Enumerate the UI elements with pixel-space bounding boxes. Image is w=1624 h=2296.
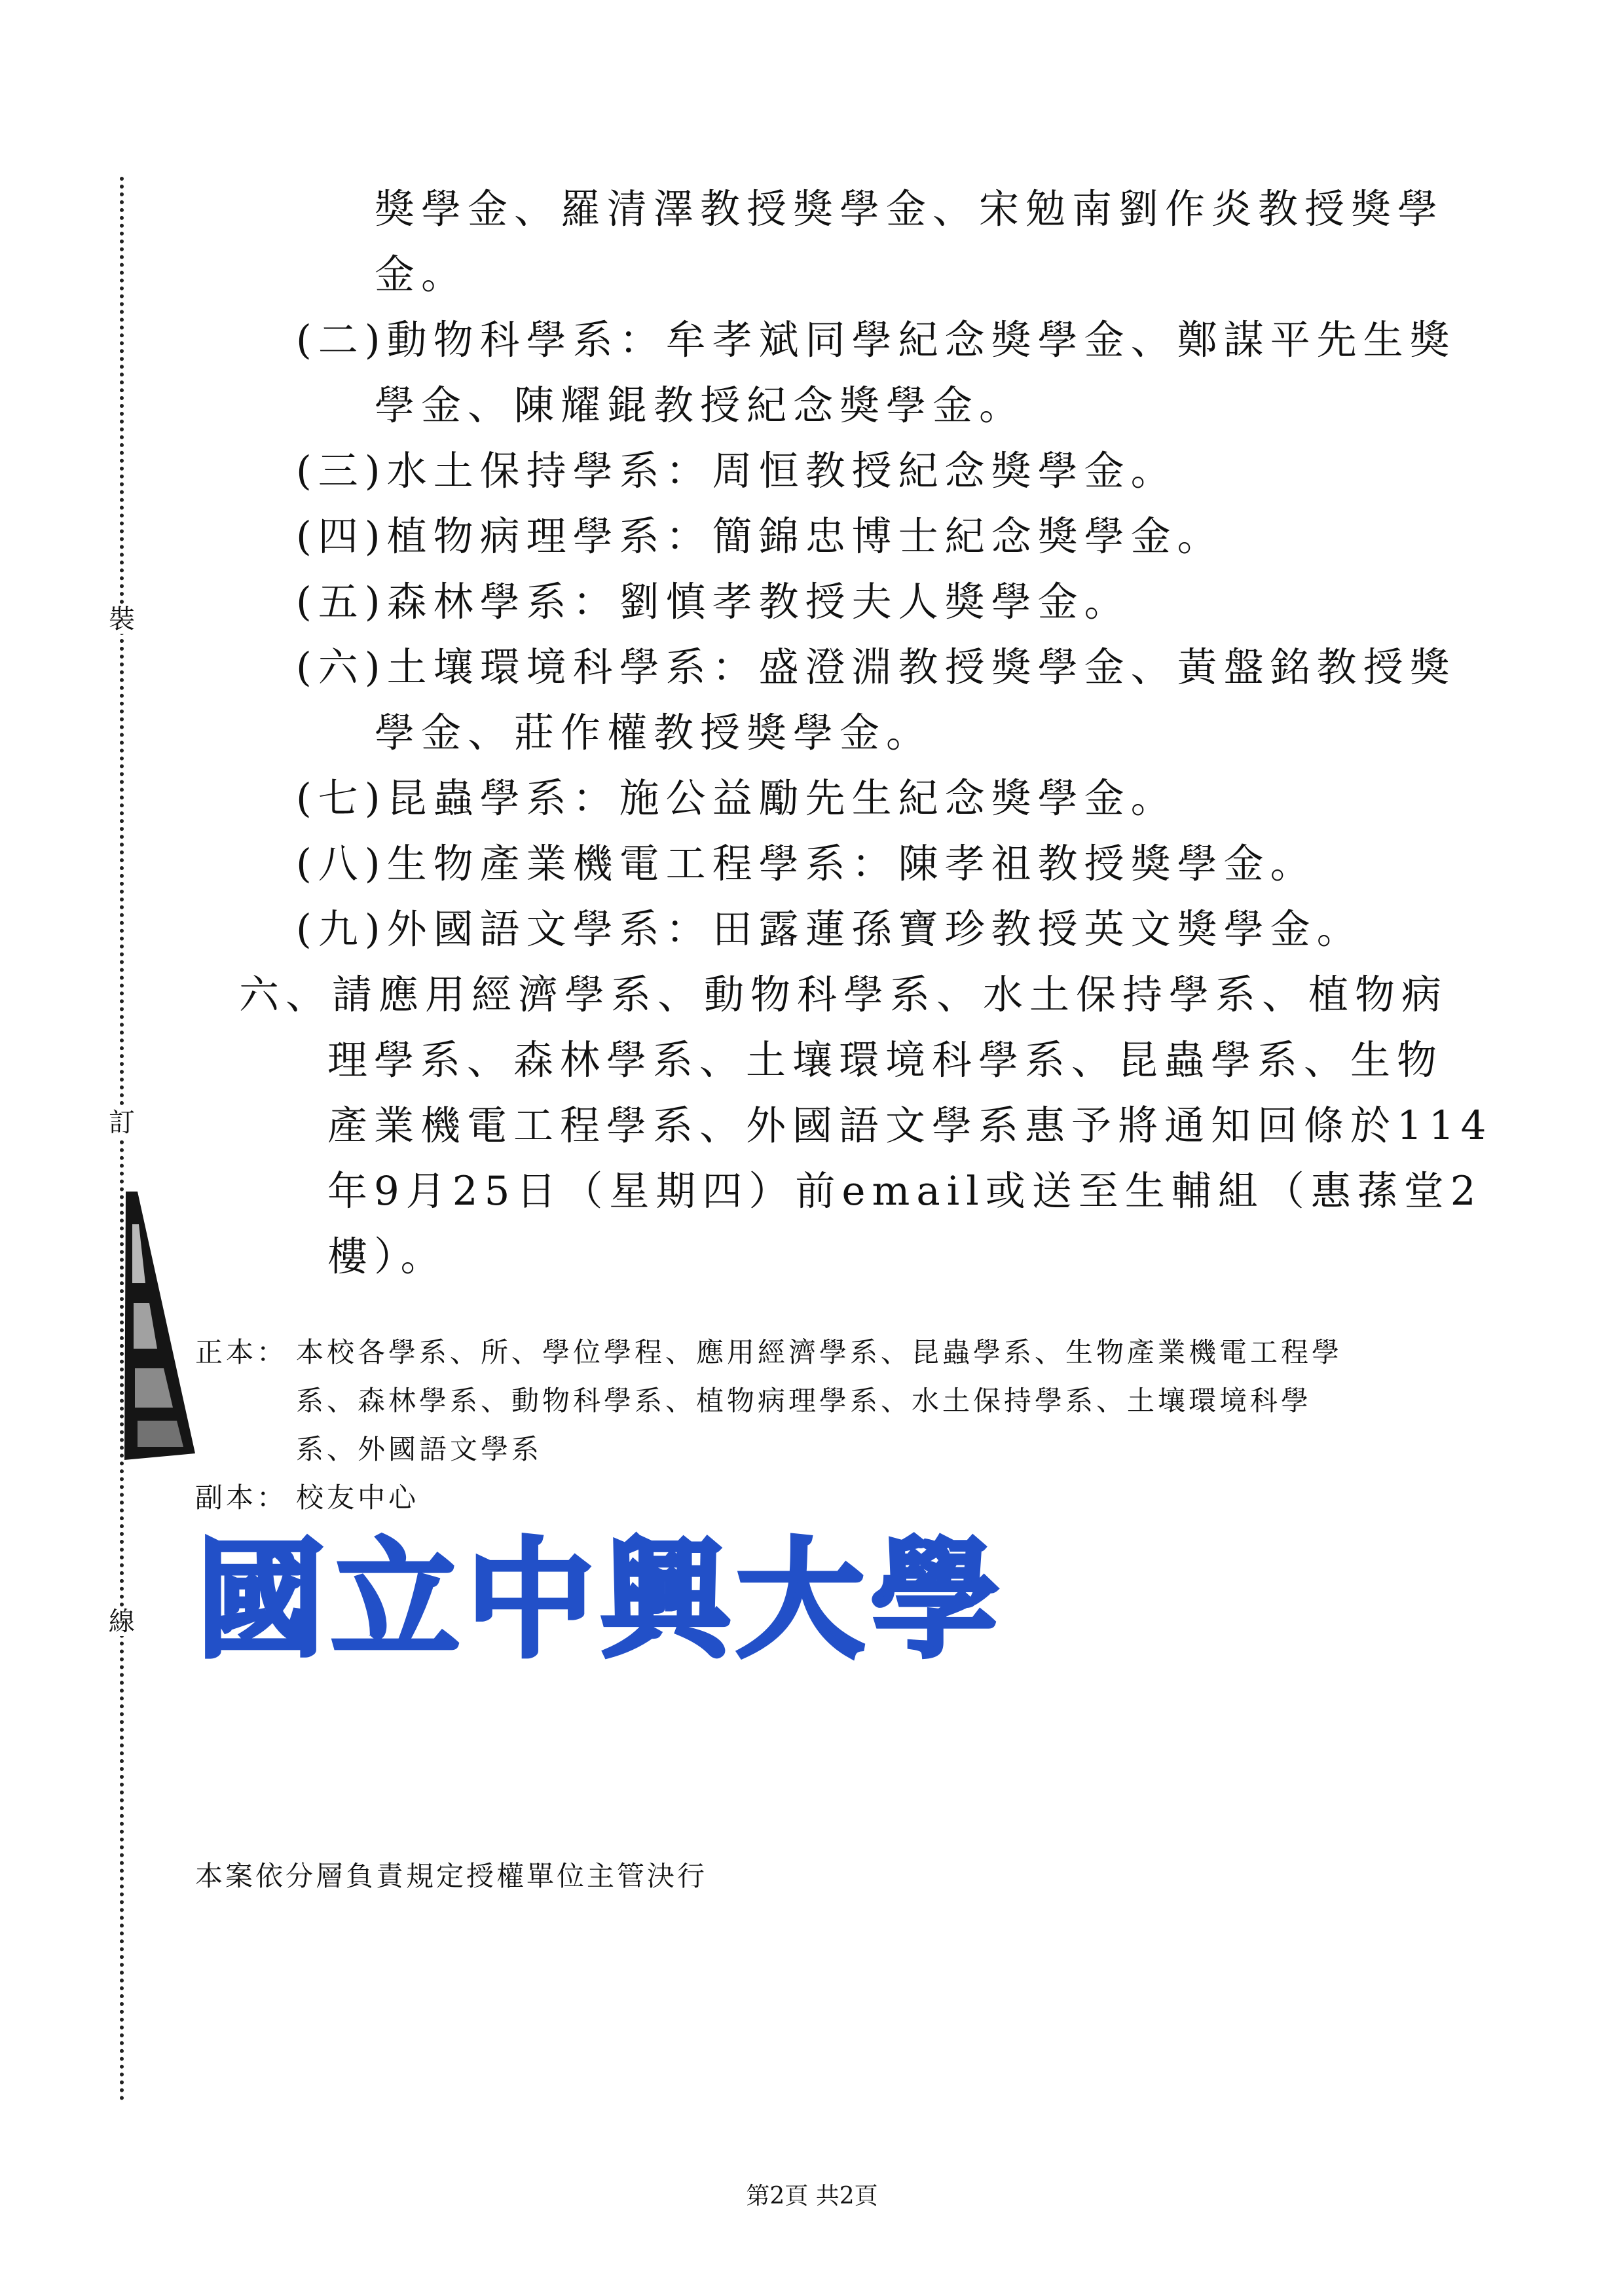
item-6-continued: 學金、莊作權教授獎學金。 xyxy=(375,710,933,756)
binding-dotted-line xyxy=(120,177,124,2102)
partial-stamp-image xyxy=(118,1178,210,1467)
copy-recipient: 校友中心 xyxy=(296,1482,420,1514)
section-6-line-2: 理學系、森林學系、土壤環境科學系、昆蟲學系、生物 xyxy=(327,1037,1444,1084)
approval-note: 本案依分層負責規定授權單位主管決行 xyxy=(195,1860,708,1892)
binding-char-ding: 訂 xyxy=(109,1108,135,1138)
body-line-1: 獎學金、羅清澤教授獎學金、宋勉南劉作炎教授獎學 xyxy=(375,186,1445,232)
item-3-soil-water: (三)水土保持學系：周恒教授紀念獎學金。 xyxy=(296,448,1177,494)
item-9-foreign-languages: (九)外國語文學系：田露蓮孫寶珍教授英文獎學金。 xyxy=(296,906,1363,953)
binding-char-zhuang: 裝 xyxy=(109,604,135,634)
section-6-line-3: 產業機電工程學系、外國語文學系惠予將通知回條於114 xyxy=(327,1102,1493,1149)
university-seal-text: 國立中興大學 xyxy=(196,1526,1006,1675)
page-number: 第2頁 共2頁 xyxy=(746,2183,878,2210)
copy-recipient-label: 副本： xyxy=(195,1482,288,1514)
main-recipient-line-2: 系、森林學系、動物科學系、植物病理學系、水土保持學系、土壤環境科學 xyxy=(296,1385,1312,1417)
section-6-line-4: 年9月25日（星期四）前email或送至生輔組（惠蓀堂2 xyxy=(327,1168,1483,1214)
main-recipient-label: 正本： xyxy=(195,1336,288,1368)
item-7-entomology: (七)昆蟲學系：施公益勵先生紀念獎學金。 xyxy=(296,775,1177,822)
item-6-soil-env: (六)土壤環境科學系：盛澄淵教授獎學金、黃盤銘教授獎 xyxy=(296,644,1456,691)
main-recipient-line-1: 本校各學系、所、學位學程、應用經濟學系、昆蟲學系、生物產業機電工程學 xyxy=(296,1336,1343,1368)
main-recipient-line-3: 系、外國語文學系 xyxy=(296,1433,543,1465)
item-2-animal-science: (二)動物科學系：牟孝斌同學紀念獎學金、鄭謀平先生獎 xyxy=(296,317,1456,363)
item-4-plant-pathology: (四)植物病理學系：簡錦忠博士紀念獎學金。 xyxy=(296,513,1224,560)
body-line-2: 金。 xyxy=(375,251,468,298)
section-6-request: 六、請應用經濟學系、動物科學系、水土保持學系、植物病 xyxy=(239,972,1449,1018)
university-seal xyxy=(196,1525,1006,1676)
item-2-continued: 學金、陳耀錕教授紀念獎學金。 xyxy=(375,382,1026,429)
item-5-forestry: (五)森林學系：劉慎孝教授夫人獎學金。 xyxy=(296,579,1131,625)
section-6-line-5: 樓）。 xyxy=(327,1233,447,1280)
item-8-bio-mechatronics: (八)生物產業機電工程學系：陳孝祖教授獎學金。 xyxy=(296,841,1317,887)
binding-char-xian: 線 xyxy=(109,1607,135,1637)
